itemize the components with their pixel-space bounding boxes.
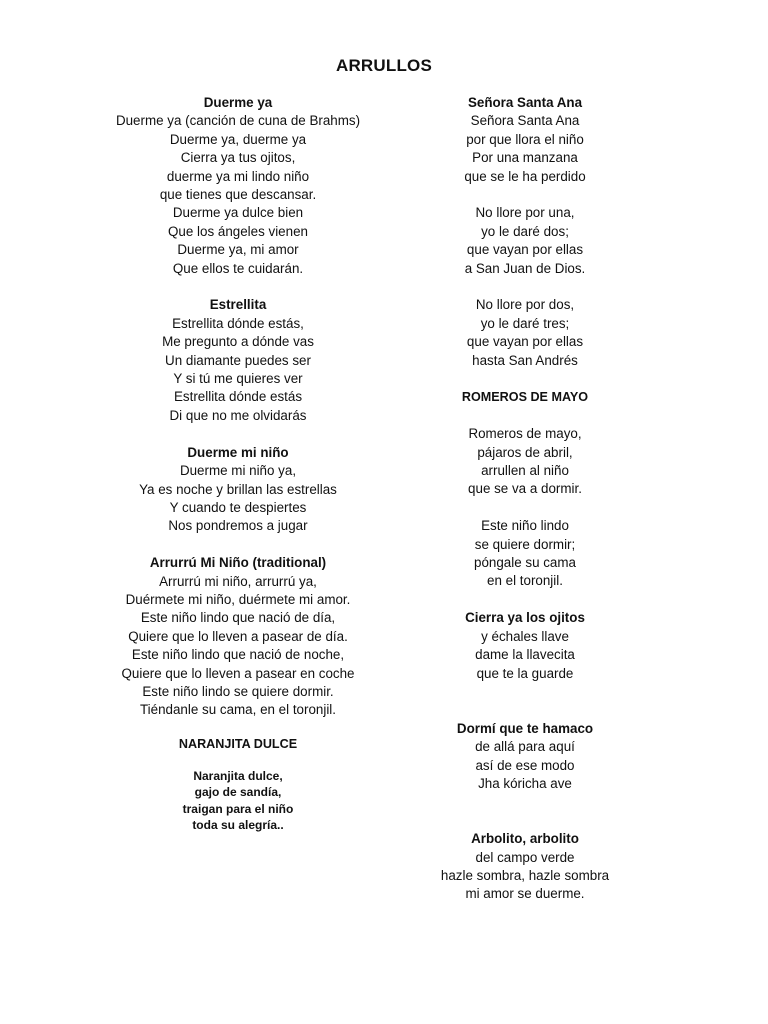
song-line: y échales llave xyxy=(481,628,569,644)
song-line: que se va a dormir. xyxy=(468,481,582,497)
song-duerme-mi-nino xyxy=(48,444,428,536)
song-line: Estrellita dónde estás xyxy=(173,389,303,405)
song-line: Y si tú me quieres ver xyxy=(173,371,303,387)
song-title: Estrellita xyxy=(209,297,267,313)
song-senora-santa-ana xyxy=(395,94,655,370)
song-title: Señora Santa Ana xyxy=(467,95,583,110)
song-line: dame la llavecita xyxy=(475,647,575,663)
song-title: Duerme ya xyxy=(203,95,273,110)
song-line: Ya es noche y brillan las estrellas xyxy=(139,481,337,497)
song-line: Romeros de mayo, xyxy=(468,426,582,442)
song-line: Duerme ya, duerme ya xyxy=(169,131,307,147)
song-title: Duerme mi niño xyxy=(187,444,289,460)
song-line: que se le ha perdido xyxy=(464,168,586,184)
song-line: Que los ángeles vienen xyxy=(168,223,308,239)
song-line: Di que no me olvidarás xyxy=(169,407,307,423)
song-line: Naranjita dulce, xyxy=(193,768,283,783)
song-line: Duerme ya (canción de cuna de Brahms) xyxy=(115,113,361,129)
song-line: Estrellita dónde estás, xyxy=(172,315,304,331)
song-line: Por una manzana xyxy=(472,150,578,166)
song-romeros-de-mayo xyxy=(395,388,655,590)
song-title: NARANJITA DULCE xyxy=(178,736,298,751)
song-line: Nos pondremos a jugar xyxy=(168,518,308,534)
song-line: que vayan por ellas xyxy=(466,242,584,258)
song-title: ROMEROS DE MAYO xyxy=(461,390,589,405)
song-line: Quiere que lo lleven a pasear de día. xyxy=(128,628,348,644)
song-line: que vayan por ellas xyxy=(466,334,584,350)
song-line: Este niño lindo xyxy=(481,518,569,534)
song-line: No llore por una, xyxy=(475,205,575,221)
song-title: Arrurrú Mi Niño (traditional) xyxy=(149,555,327,571)
song-line: Duerme mi niño ya, xyxy=(179,463,297,479)
song-line: en el toronjil. xyxy=(487,573,563,589)
song-arrurru xyxy=(48,554,428,720)
right-column xyxy=(395,94,655,904)
page-title: ARRULLOS xyxy=(335,56,433,75)
song-line: Un diamante puedes ser xyxy=(165,352,311,368)
song-line: Arrurrú mi niño, arrurrú ya, xyxy=(159,573,317,589)
song-line: Y cuando te despiertes xyxy=(169,499,307,515)
song-line: póngale su cama xyxy=(474,555,576,571)
song-title: Arbolito, arbolito xyxy=(471,831,579,847)
song-line: Que ellos te cuidarán. xyxy=(172,260,304,276)
song-line: duerme ya mi lindo niño xyxy=(166,168,310,184)
song-line: Quiere que lo lleven a pasear en coche xyxy=(121,665,355,681)
song-line: Señora Santa Ana xyxy=(470,113,580,129)
song-naranjita xyxy=(48,736,428,834)
song-line: que tienes que descansar. xyxy=(159,187,317,203)
song-line: hasta San Andrés xyxy=(472,352,578,368)
song-dormi-que-te-hamaco xyxy=(395,720,655,794)
song-line: Este niño lindo se quiere dormir. xyxy=(142,683,334,699)
song-line: mi amor se duerme. xyxy=(465,886,585,902)
song-line: a San Juan de Dios. xyxy=(464,260,586,276)
song-line: Cierra ya tus ojitos, xyxy=(180,150,296,166)
song-line: yo le daré tres; xyxy=(480,315,570,331)
song-line: así de ese modo xyxy=(475,757,575,773)
song-line: traigan para el niño xyxy=(182,801,294,816)
song-cierra-ya-los-ojitos xyxy=(395,609,655,683)
song-line: yo le daré dos; xyxy=(481,223,569,239)
song-line: del campo verde xyxy=(475,849,575,865)
song-line: de allá para aquí xyxy=(475,739,575,755)
left-column xyxy=(48,94,428,833)
song-line: Duérmete mi niño, duérmete mi amor. xyxy=(125,591,351,607)
song-estrellita xyxy=(48,296,428,425)
song-title: Dormí que te hamaco xyxy=(456,720,594,736)
song-arbolito xyxy=(395,830,655,904)
song-duerme-ya xyxy=(48,94,428,278)
song-line: Tiéndanle su cama, en el toronjil. xyxy=(139,702,336,718)
song-line: Este niño lindo que nació de noche, xyxy=(131,647,345,663)
song-line: Jha kóricha ave xyxy=(478,775,572,791)
song-line: Duerme ya dulce bien xyxy=(172,205,304,221)
song-line: hazle sombra, hazle sombra xyxy=(440,867,610,883)
song-line: No llore por dos, xyxy=(475,297,575,313)
song-line: gajo de sandía, xyxy=(194,785,282,800)
song-line: Me pregunto a dónde vas xyxy=(162,334,314,350)
song-line: por que llora el niño xyxy=(466,131,584,147)
song-line: arrullen al niño xyxy=(481,463,569,479)
song-line: Duerme ya, mi amor xyxy=(177,242,299,258)
song-line: toda su alegría.. xyxy=(192,817,284,832)
song-line: Este niño lindo que nació de día, xyxy=(140,610,336,626)
song-line: se quiere dormir; xyxy=(474,536,576,552)
song-title: Cierra ya los ojitos xyxy=(465,610,585,626)
song-line: que te la guarde xyxy=(476,665,574,681)
song-line: pájaros de abril, xyxy=(477,444,573,460)
